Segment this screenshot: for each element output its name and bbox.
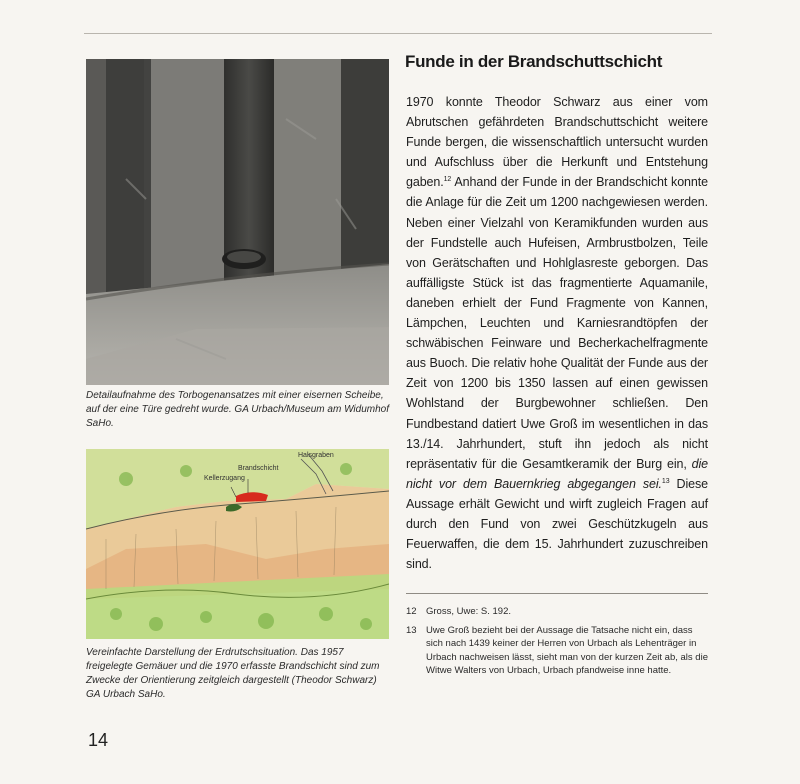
body-part-3: Diese Aussage erhält Gewicht und wirft zugleich Fragen auf durch den Fund von zwei Geschützkugeln aus Feuerwaffen, die dem 15. Jahrhundert zuzuschreiben sind. — [406, 476, 708, 572]
body-part-1: 1970 konnte Theodor Schwarz aus einer vom Abrutschen gefährdeten Brandschuttschicht weitere Funde bergen, die wissenschaftlich untersucht wurden und Aufschluss über die Herkunft und Entstehung gaben. — [406, 95, 708, 190]
section-heading: Funde in der Brandschuttschicht — [405, 52, 663, 71]
footnote-number: 12 — [406, 606, 417, 617]
ref-13: 13 — [661, 477, 670, 485]
body-part-2: Anhand der Funde in der Brandschicht konnte die Anlage für die Zeit um 1200 nachgewiesen werden. Neben einer Vielzahl von Keramikfunden wurden aus der Fundstelle auch Hufeisen, Armbrustbolzen, Teile von Gerätschaften und Hohlglasreste geborgen. Das auffälligste Stück ist das fragmentierte Aquamanile, daneben erhielt der Fund Fragmente von Kannen, Lämpchen, Leuchten und Karniesrandtöpfen der schwäbischen Feinware und Becherkachelfragmente aus Buoch. Die relativ hohe Qualität der Funde aus der Zeit von 1200 bis 1350 lassen auf einen gewissen Wohlstand der Burgbewohner schließen. Den Fundbestand datiert Uwe Groß im wesentlichen in das 13./14. Jahrhundert, stuft ihn jedoch als nicht repräsentativ für die Gesamtkeramik der Burg ein, — [406, 175, 708, 471]
page-number: 14 — [88, 730, 109, 750]
footnote-text: Gross, Uwe: S. 192. — [426, 606, 512, 617]
footnote-rule — [406, 593, 708, 594]
drawing-erdrutsch — [86, 449, 389, 639]
label-brandschicht: Brandschicht — [238, 465, 279, 472]
body-text — [406, 92, 708, 574]
figure-caption-1: Detailaufnahme des Torbogenansatzes mit einer eisernen Scheibe, auf der eine Türe gedreht wurde. GA Urbach/Museum am Widumhof SaHo. — [86, 390, 390, 429]
footnote-number: 13 — [406, 624, 417, 636]
figure-caption-2: Vereinfachte Darstellung der Erdrutschsituation. Das 1957 freigelegte Gemäuer und die 1970 erfasste Brandschicht sind zum Zwecke der Orientierung zeitgleich dargestellt (Theodor Schwarz) GA Urbach SaHo. — [86, 647, 380, 700]
photo-torbogen — [86, 59, 389, 385]
label-halsgraben: Halsgraben — [298, 452, 334, 459]
ref-12: 12 — [443, 176, 452, 184]
body-quote: die nicht vor dem Bauernkrieg abgegangen sei. — [406, 456, 708, 491]
footnote-12 — [406, 605, 708, 619]
label-kellerzugang: Kellerzugang — [204, 475, 245, 482]
footnotes — [406, 605, 708, 683]
top-rule — [84, 33, 712, 34]
footnote-text: Uwe Groß bezieht bei der Aussage die Tatsache nicht ein, dass sich nach 1439 keiner der Herren von Urbach als Lehenträger in Urbach nachweisen lässt, sieht man von der kurzen Zeit ab, als die Witwe Walters von Urbach, Urbach pfandweise inne hatte. — [426, 624, 708, 676]
footnote-13 — [406, 624, 708, 678]
